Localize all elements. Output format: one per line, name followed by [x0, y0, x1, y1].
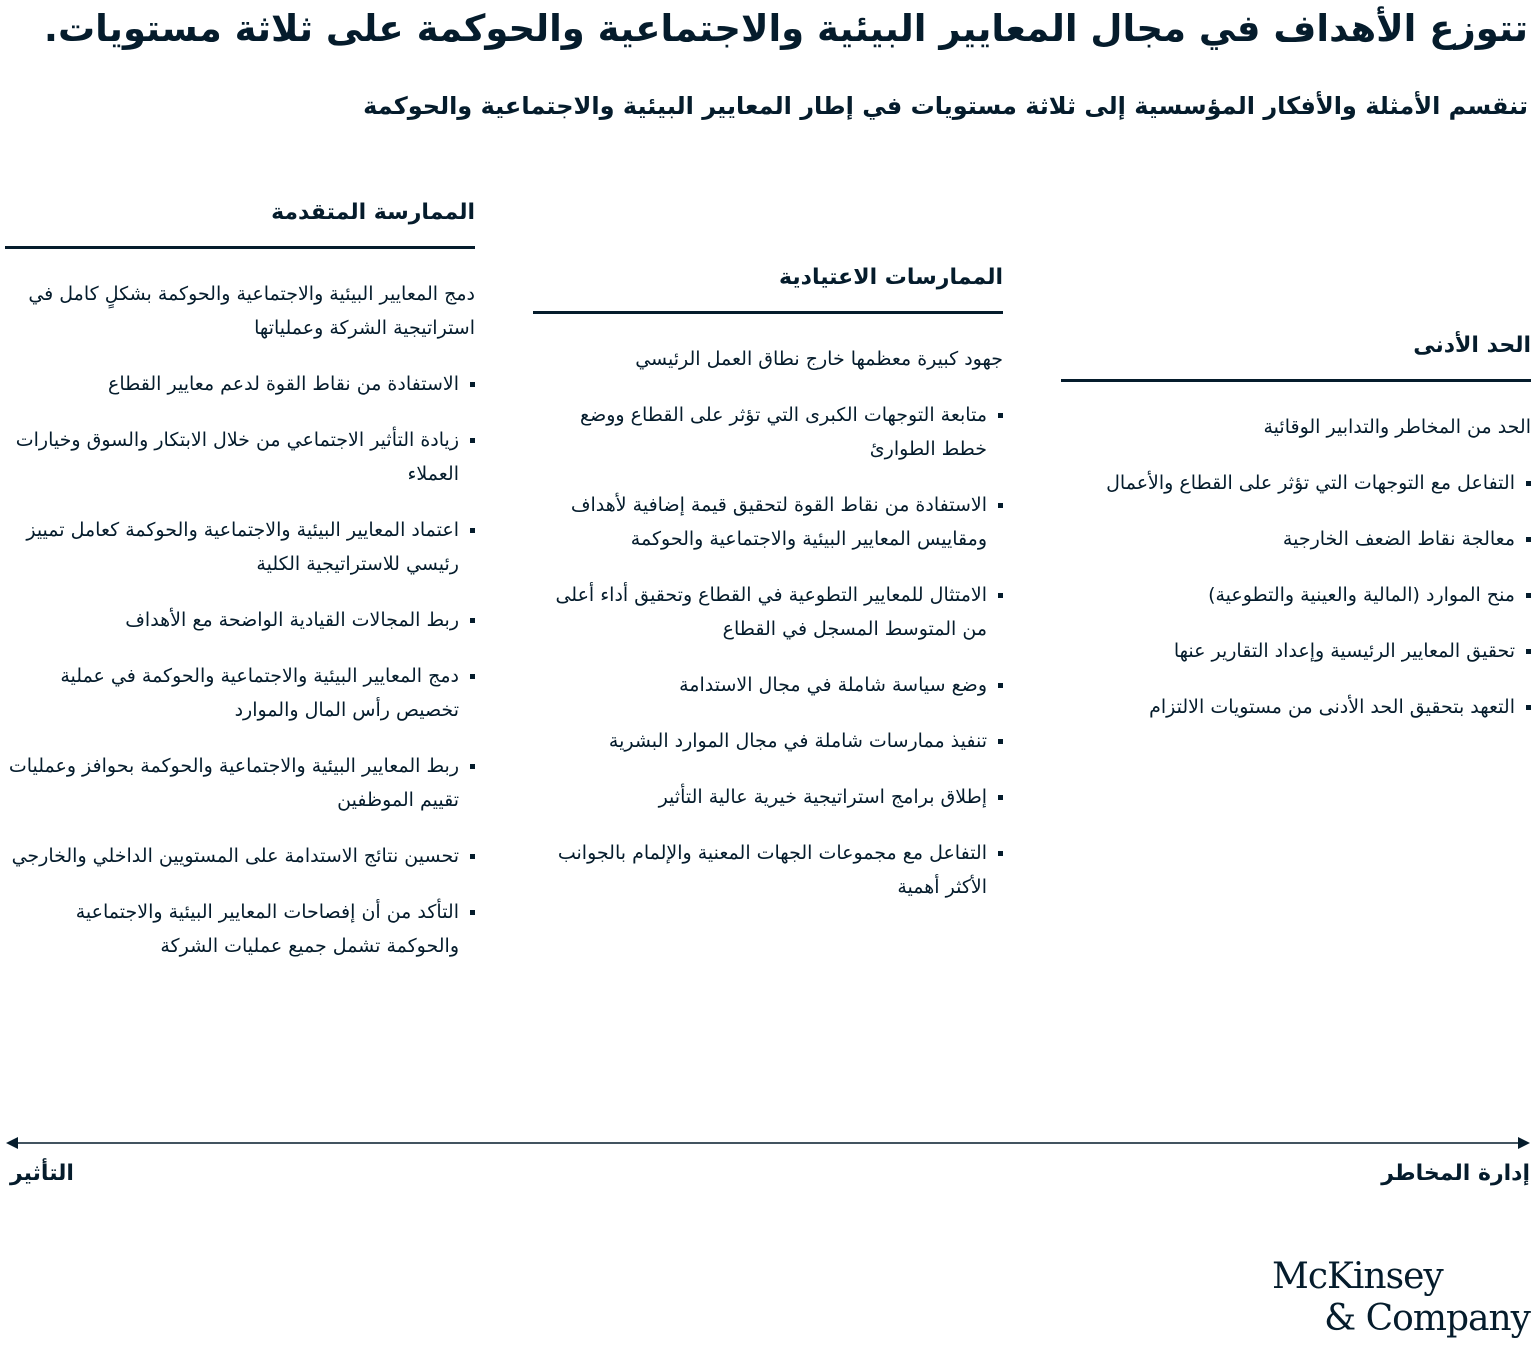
list-item: الاستفادة من نقاط القوة لتحقيق قيمة إضافية لأهداف ومقاييس المعايير البيئية والاجتماعية والحوكمة	[533, 488, 1003, 556]
column-heading-advanced: الممارسة المتقدمة	[5, 196, 475, 249]
list-item: التفاعل مع مجموعات الجهات المعنية والإلمام بالجوانب الأكثر أهمية	[533, 836, 1003, 904]
page-title: تتوزع الأهداف في مجال المعايير البيئية والاجتماعية والحوكمة على ثلاثة مستويات.	[43, 7, 1528, 50]
mckinsey-logo	[1270, 1256, 1530, 1340]
list-item: اعتماد المعايير البيئية والاجتماعية والحوكمة كعامل تمييز رئيسي للاستراتيجية الكلية	[5, 513, 475, 581]
double-arrow-icon	[6, 1133, 1530, 1153]
list-item: وضع سياسة شاملة في مجال الاستدامة	[533, 668, 1003, 702]
logo-line-1: McKinsey	[1272, 1256, 1443, 1297]
axis-label-risk-management: إدارة المخاطر	[1381, 1161, 1530, 1186]
bullet-list-typical	[533, 398, 1003, 904]
list-item: زيادة التأثير الاجتماعي من خلال الابتكار والسوق وخيارات العملاء	[5, 423, 475, 491]
list-item: إطلاق برامج استراتيجية خيرية عالية التأثير	[533, 780, 1003, 814]
list-item: دمج المعايير البيئية والاجتماعية والحوكمة في عملية تخصيص رأس المال والموارد	[5, 659, 475, 727]
column-minimum	[1061, 329, 1531, 746]
logo-line-2: & Company	[1324, 1298, 1530, 1339]
column-advanced	[5, 196, 475, 985]
list-item: تحقيق المعايير الرئيسية وإعداد التقارير عنها	[1061, 634, 1531, 668]
list-item: منح الموارد (المالية والعينية والتطوعية)	[1061, 578, 1531, 612]
column-heading-typical: الممارسات الاعتيادية	[533, 261, 1003, 314]
list-item: ربط المجالات القيادية الواضحة مع الأهداف	[5, 603, 475, 637]
column-lead-typical: جهود كبيرة معظمها خارج نطاق العمل الرئيسي	[635, 348, 1003, 370]
column-lead-minimum: الحد من المخاطر والتدابير الوقائية	[1263, 416, 1531, 438]
page-subtitle: تنقسم الأمثلة والأفكار المؤسسية إلى ثلاثة مستويات في إطار المعايير البيئية والاجتماعية والحوكمة	[363, 92, 1528, 120]
list-item: ربط المعايير البيئية والاجتماعية والحوكمة بحوافز وعمليات تقييم الموظفين	[5, 749, 475, 817]
list-item: تحسين نتائج الاستدامة على المستويين الداخلي والخارجي	[5, 839, 475, 873]
list-item: متابعة التوجهات الكبرى التي تؤثر على القطاع ووضع خطط الطوارئ	[533, 398, 1003, 466]
list-item: تنفيذ ممارسات شاملة في مجال الموارد البشرية	[533, 724, 1003, 758]
bullet-list-minimum	[1061, 466, 1531, 724]
list-item: التفاعل مع التوجهات التي تؤثر على القطاع والأعمال	[1061, 466, 1531, 500]
column-heading-minimum: الحد الأدنى	[1061, 329, 1531, 382]
list-item: الاستفادة من نقاط القوة لدعم معايير القطاع	[5, 367, 475, 401]
bullet-list-advanced	[5, 367, 475, 963]
list-item: التعهد بتحقيق الحد الأدنى من مستويات الالتزام	[1061, 690, 1531, 724]
column-typical	[533, 261, 1003, 926]
list-item: الامتثال للمعايير التطوعية في القطاع وتحقيق أداء أعلى من المتوسط المسجل في القطاع	[533, 578, 1003, 646]
list-item: معالجة نقاط الضعف الخارجية	[1061, 522, 1531, 556]
list-item: التأكد من أن إفصاحات المعايير البيئية والاجتماعية والحوكمة تشمل جميع عمليات الشركة	[5, 895, 475, 963]
axis-label-impact: التأثير	[10, 1161, 74, 1186]
axis-arrow	[6, 1133, 1530, 1153]
column-lead-advanced: دمج المعايير البيئية والاجتماعية والحوكمة بشكلٍ كامل في استراتيجية الشركة وعملياتها	[28, 283, 475, 339]
